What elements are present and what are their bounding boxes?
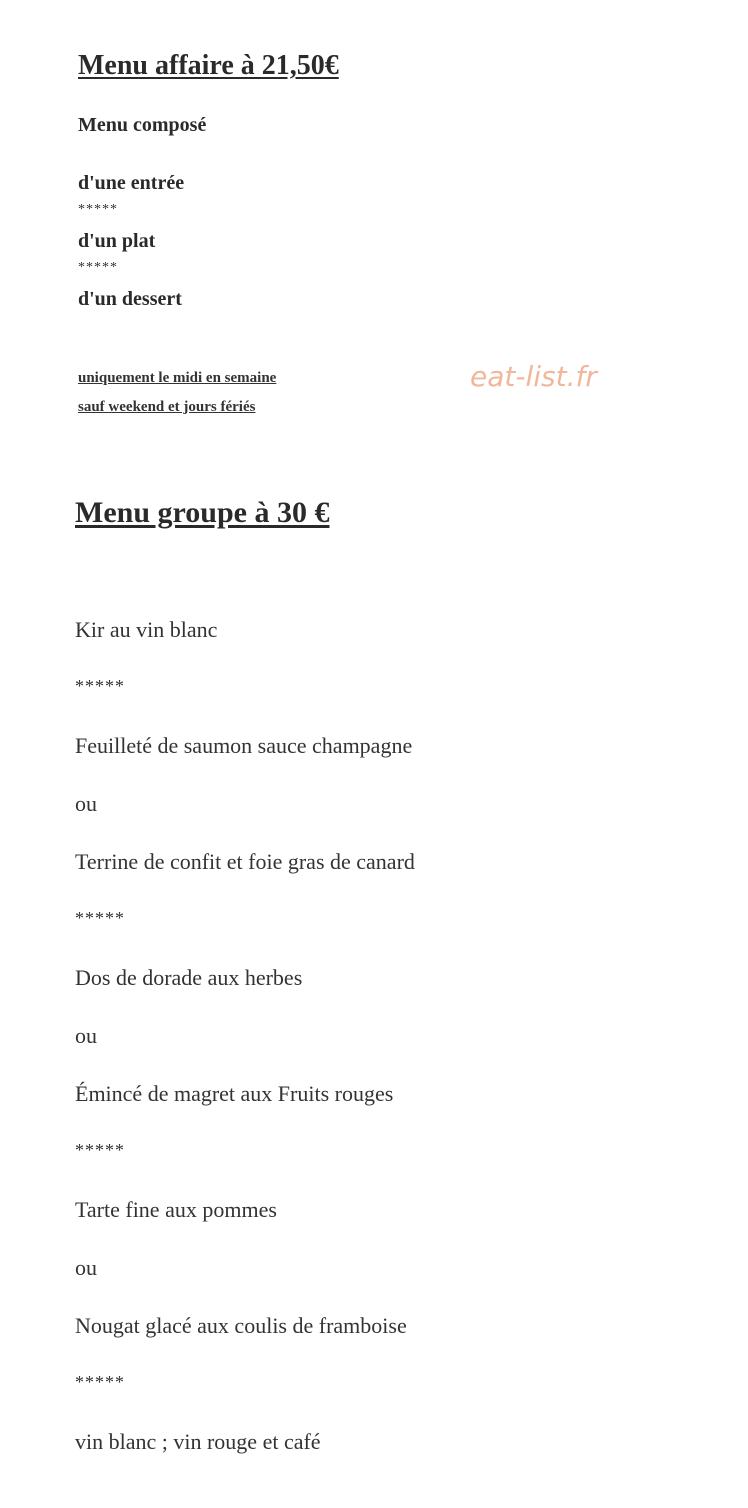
course-dessert: d'un dessert: [78, 288, 182, 310]
list-item: vin blanc ; vin rouge et café: [75, 1429, 321, 1454]
menu-groupe-title: Menu groupe à 30 €: [75, 496, 330, 529]
list-item: Feuilleté de saumon sauce champagne: [75, 733, 413, 758]
list-item: Nougat glacé aux coulis de framboise: [75, 1313, 407, 1338]
list-item-or: ou: [75, 1023, 97, 1048]
list-separator: *****: [75, 1140, 125, 1160]
availability-note-line1: uniquement le midi en semaine: [78, 370, 277, 386]
list-separator: *****: [75, 908, 125, 928]
list-item: Dos de dorade aux herbes: [75, 965, 303, 990]
watermark-logo: eat-list.fr: [470, 360, 597, 393]
course-entree: d'une entrée: [78, 172, 185, 194]
menu-affaire-title: Menu affaire à 21,50€: [78, 50, 339, 81]
list-item: Émincé de magret aux Fruits rouges: [75, 1081, 394, 1106]
list-item: Tarte fine aux pommes: [75, 1197, 277, 1222]
list-separator: *****: [75, 676, 125, 696]
availability-note-line2: sauf weekend et jours fériés: [78, 399, 256, 415]
course-separator: *****: [78, 202, 118, 217]
list-item-or: ou: [75, 791, 97, 816]
list-separator: *****: [75, 1372, 125, 1392]
menu-composed-label: Menu composé: [78, 114, 207, 136]
list-item: Terrine de confit et foie gras de canard: [75, 849, 415, 874]
list-item-or: ou: [75, 1255, 97, 1280]
course-separator: *****: [78, 260, 118, 275]
course-plat: d'un plat: [78, 230, 156, 252]
list-item: Kir au vin blanc: [75, 617, 218, 642]
